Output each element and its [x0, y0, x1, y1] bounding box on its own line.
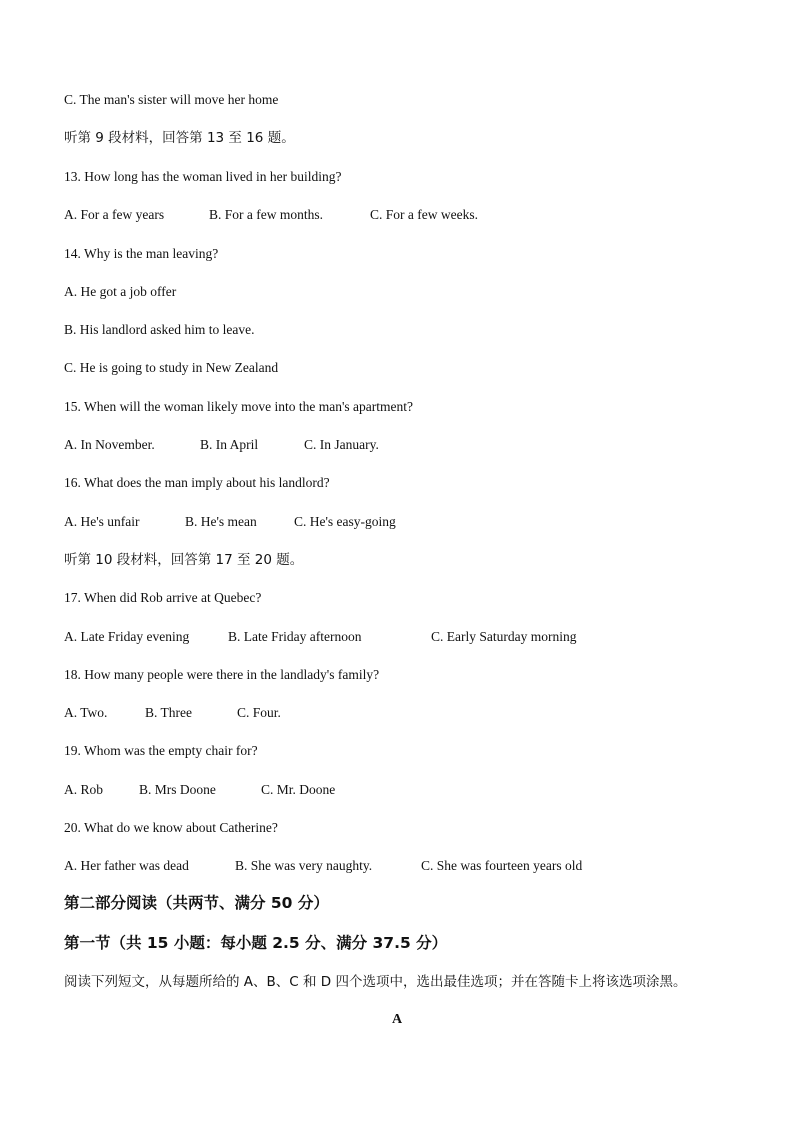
question-19-option-b: B. Mrs Doone	[139, 782, 216, 797]
question-17-option-b: B. Late Friday afternoon	[228, 629, 362, 644]
question-13-option-c: C. For a few weeks.	[370, 207, 478, 222]
reading-instructions: 阅读下列短文，从每题所给的 A、B、C 和 D 四个选项中，选出最佳选项；并在答随卡上将该选项涂黑。	[64, 974, 687, 990]
question-20: 20. What do we know about Catherine?	[64, 820, 278, 835]
question-20-option-c: C. She was fourteen years old	[421, 858, 583, 873]
section-instruction-10: 听第 10 段材料，回答第 17 至 20 题。	[64, 552, 304, 568]
passage-label-a: A	[391, 1012, 403, 1027]
question-16-option-c: C. He's easy-going	[294, 514, 396, 529]
question-13-option-b: B. For a few months.	[209, 207, 323, 222]
question-15: 15. When will the woman likely move into the man's apartment?	[64, 399, 413, 414]
question-14: 14. Why is the man leaving?	[64, 246, 219, 261]
question-18-option-b: B. Three	[145, 705, 192, 720]
question-18: 18. How many people were there in the landlady's family?	[64, 667, 380, 682]
question-19-option-c: C. Mr. Doone	[261, 782, 336, 797]
question-14-option-a: A. He got a job offer	[64, 284, 177, 299]
question-16-option-b: B. He's mean	[185, 514, 257, 529]
question-18-option-c: C. Four.	[237, 705, 281, 720]
question-15-option-b: B. In April	[200, 437, 259, 452]
section-instruction-9: 听第 9 段材料，回答第 13 至 16 题。	[64, 130, 295, 146]
question-19-option-a: A. Rob	[64, 782, 104, 797]
question-20-option-b: B. She was very naughty.	[235, 858, 373, 873]
question-17-option-a: A. Late Friday evening	[64, 629, 190, 644]
question-20-option-a: A. Her father was dead	[64, 858, 189, 873]
question-16-option-a: A. He's unfair	[64, 514, 140, 529]
question-14-option-b: B. His landlord asked him to leave.	[64, 322, 255, 337]
question-12-option-c: C. The man's sister will move her home	[64, 92, 279, 107]
question-14-option-c: C. He is going to study in New Zealand	[64, 360, 279, 375]
question-15-option-c: C. In January.	[304, 437, 379, 452]
question-15-option-a: A. In November.	[64, 437, 155, 452]
section-one-heading: 第一节（共 15 小题：每小题 2.5 分、满分 37.5 分）	[64, 934, 448, 952]
question-13-option-a: A. For a few years	[64, 207, 165, 222]
question-13: 13. How long has the woman lived in her building?	[64, 169, 342, 184]
question-19: 19. Whom was the empty chair for?	[64, 743, 258, 758]
question-16: 16. What does the man imply about his landlord?	[64, 475, 330, 490]
question-18-option-a: A. Two.	[64, 705, 108, 720]
question-17-option-c: C. Early Saturday morning	[431, 629, 577, 644]
question-17: 17. When did Rob arrive at Quebec?	[64, 590, 262, 605]
part-two-heading: 第二部分阅读（共两节、满分 50 分）	[64, 894, 329, 912]
